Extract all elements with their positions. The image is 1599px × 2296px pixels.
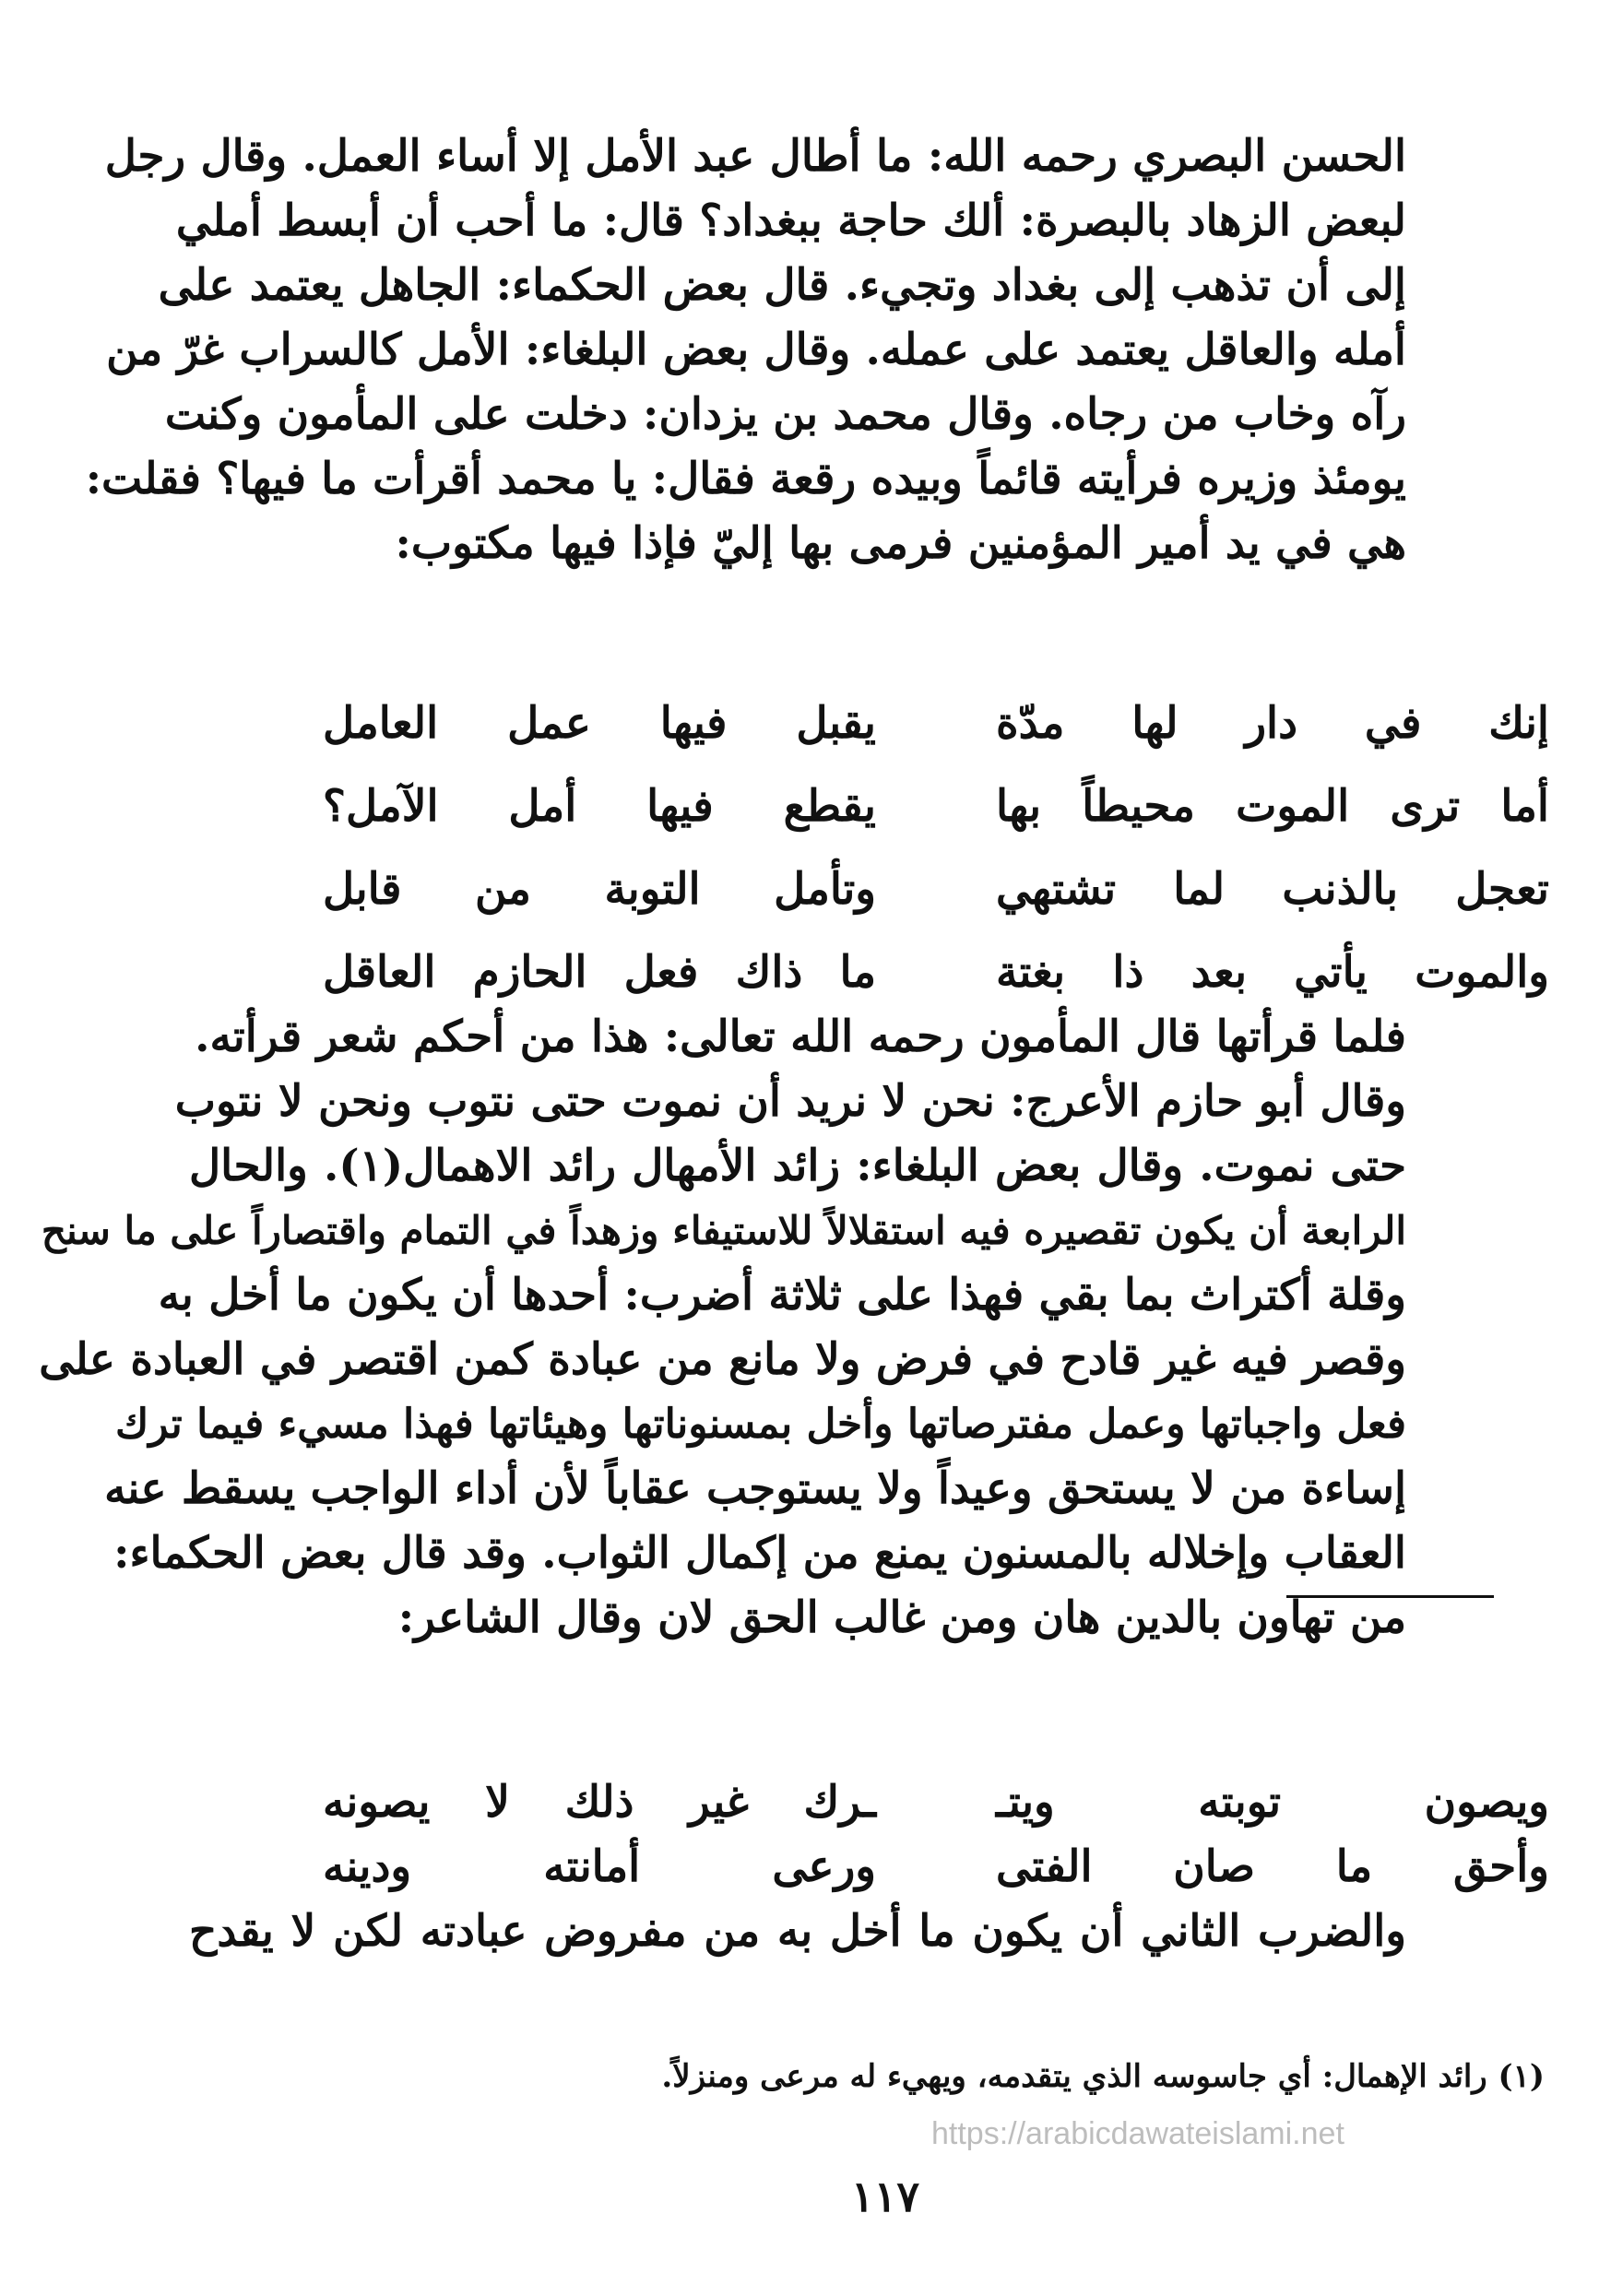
text-line: إلى أن تذهب إلى بغداد وتجيء. قال بعض الحكماء: الجاهل يعتمد على [158,260,1406,311]
verse-second-hemistich: ورعى أمانته ودينه [323,1841,876,1892]
poem-block-1 [240,682,1549,1014]
footnote-separator [1286,1595,1494,1598]
text-line: وقال أبو حازم الأعرج: نحن لا نريد أن نموت حتى نتوب ونحن لا نتوب [174,1076,1406,1127]
text-line: لبعض الزهاد بالبصرة: ألك حاجة ببغداد؟ قال: ما أحب أن أبسط أملي [175,195,1406,246]
paragraph-middle [39,1005,1406,1651]
text-line: وقلة أكتراث بما بقي فهذا على ثلاثة أضرب: أحدها أن يكون ما أخل به [158,1270,1406,1320]
verse-first-hemistich: أما ترى الموت محيطاً بها [996,781,1549,832]
text-line: هي في يد أمير المؤمنين فرمى بها إليّ فإذا فيها مكتوب: [395,518,1406,569]
paragraph-bottom [189,1900,1406,1964]
poem-block-2 [240,1770,1549,1900]
text-line: الرابعة أن يكون تقصيره فيه استقلالاً للاستيفاء وزهداً في التمام واقتصاراً على ما سنح [41,1208,1406,1253]
page-number: ١١٧ [850,2172,920,2221]
poem-verse [240,1835,1549,1900]
text-line: وقصر فيه غير قادح في فرض ولا مانع من عبادة كمن اقتصر في العبادة على [39,1334,1406,1385]
text-line: رآه وخاب من رجاه. وقال محمد بن يزدان: دخلت على المأمون وكنت [164,389,1406,440]
poem-verse [240,682,1549,765]
text-line: إساءة من لا يستحق وعيداً ولا يستوجب عقاباً لأن أداء الواجب يسقط عنه [104,1463,1406,1514]
verse-second-hemistich: وتأمل التوبة من قابل [323,864,876,915]
text-line: العقاب وإخلاله بالمسنون يمنع من إكمال الثواب. وقد قال بعض الحكماء: [113,1528,1406,1579]
text-line: يومئذ وزيره فرأيته قائماً وبيده رقعة فقال: يا محمد أقرأت ما فيها؟ فقلت: [85,454,1406,504]
verse-first-hemistich: وأحق ما صان الفتى [996,1841,1549,1892]
verse-second-hemistich: يقطع فيها أمل الآمل؟ [323,781,876,832]
text-line: أمله والعاقل يعتمد على عمله. وقال بعض البلغاء: الأمل كالسراب غرّ من [106,325,1406,375]
verse-first-hemistich: والموت يأتي بعد ذا بغتة [996,947,1549,998]
text-line: والضرب الثاني أن يكون ما أخل به من مفروض عبادته لكن لا يقدح [189,1906,1406,1957]
verse-first-hemistich: ويصون توبته ويتـ [996,1777,1549,1828]
verse-second-hemistich: ـرك غير ذلك لا يصونه [323,1777,876,1828]
paragraph-top [85,124,1406,576]
watermark-url: https://arabicdawateislami.net [931,2116,1344,2151]
verse-first-hemistich: تعجل بالذنب لما تشتهي [996,864,1549,915]
poem-verse [240,765,1549,848]
verse-first-hemistich: إنك في دار لها مدّة [996,698,1549,749]
verse-second-hemistich: ما ذاك فعل الحازم العاقل [323,947,876,998]
text-line: الحسن البصري رحمه الله: ما أطال عبد الأمل إلا أساء العمل. وقال رجل [104,131,1406,182]
text-line: من تهاون بالدين هان ومن غالب الحق لان وقال الشاعر: [397,1592,1406,1643]
text-line: فلما قرأتها قال المأمون رحمه الله تعالى: هذا من أحكم شعر قرأته. [195,1012,1406,1062]
poem-verse [240,1770,1549,1835]
text-line: فعل واجباتها وعمل مفترصاتها وأخل بمسنوناتها وهيئاتها فهذا مسيء فيما ترك [114,1401,1406,1448]
footnote: (١) رائد الإهمال: أي جاسوسه الذي يتقدمه، ويهيء له مرعى ومنزلاً. [661,2058,1545,2095]
text-line: حتى نموت. وقال بعض البلغاء: زائد الأمهال رائد الاهمال(١). والحال [189,1141,1406,1191]
poem-verse [240,931,1549,1014]
poem-verse [240,848,1549,931]
verse-second-hemistich: يقبل فيها عمل العامل [323,698,876,749]
